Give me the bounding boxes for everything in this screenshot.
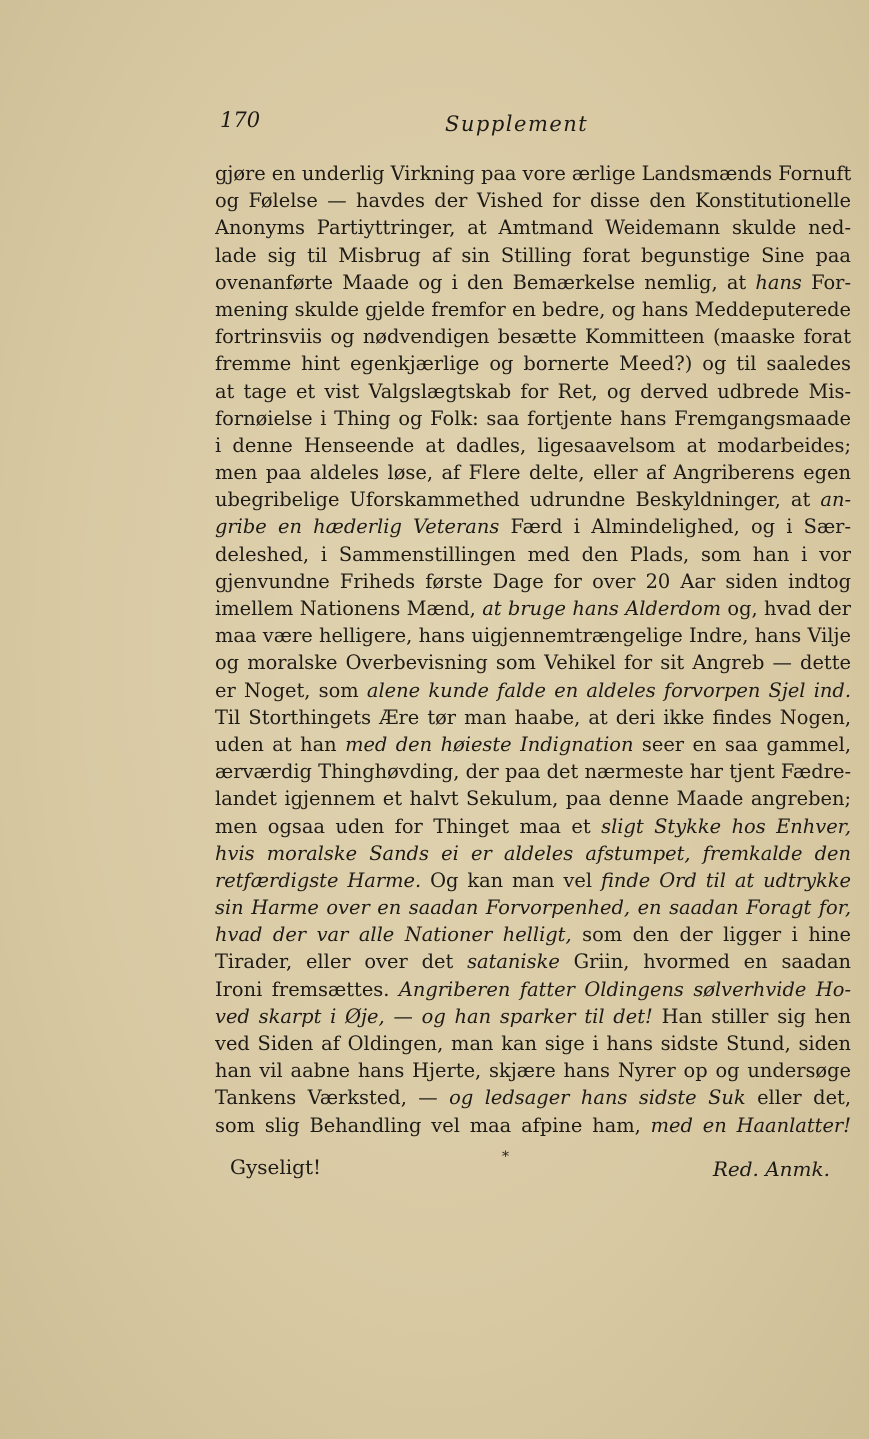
text-segment: i denne Henseende at dadles, ligesaavelsom at modarbeides; — [215, 433, 851, 457]
text-line — [215, 513, 851, 540]
text-segment: gjøre en underlig Virkning paa vore ærlige Landsmænds Fornuft — [215, 162, 851, 185]
italic-text-segment: Angriberen fatter Oldingens sølverhvide Ho- — [398, 977, 851, 1001]
text-line — [215, 813, 851, 840]
text-segment: er Noget, som — [215, 678, 367, 702]
text-line — [215, 976, 851, 1003]
text-segment: seer en saa gammel, — [633, 732, 851, 756]
text-segment: og moralske Overbevisning som Vehikel for sit Angreb — dette — [215, 651, 851, 675]
text-segment: Ironi fremsættes. — [215, 977, 399, 1001]
italic-text-segment: sin Harme over en saadan Forvorpenhed, en saadan Foragt for, — [215, 896, 851, 920]
text-line — [215, 486, 851, 513]
text-line — [215, 214, 851, 241]
text-line — [215, 649, 851, 676]
text-segment: Til Storthingets Ære tør man haabe, at deri ikke findes Nogen, — [215, 705, 851, 729]
text-line — [215, 731, 851, 758]
text-segment: ubegribelige Uforskammethed udrundne Beskyldninger, at — [215, 488, 821, 512]
text-segment: Han stiller sig hen — [652, 1004, 851, 1028]
text-segment: Anonyms Partiyttringer, at Amtmand Weidemann skulde ned- — [215, 216, 851, 240]
text-segment: fremme hint egenkjærlige og bornerte Meed?) og til saaledes — [215, 352, 851, 376]
italic-text-segment: og han sparker til det! — [421, 1004, 653, 1028]
text-segment: mening skulde gjelde fremfor en bedre, og hans Meddeputerede — [215, 297, 851, 321]
text-line — [215, 242, 851, 269]
text-line — [215, 187, 851, 214]
text-segment: som slig Behandling vel maa afpine ham, — [215, 1113, 651, 1137]
text-line — [215, 1112, 851, 1139]
text-line — [215, 785, 851, 812]
italic-text-segment: hvad der var alle Nationer helligt, — [215, 923, 572, 947]
text-segment: For- — [801, 270, 851, 294]
text-line — [215, 704, 851, 731]
text-segment: gjenvundne Friheds første Dage for over 20 Aar siden indtog — [215, 569, 851, 593]
footnote-mark: * — [502, 1149, 509, 1165]
text-line — [215, 405, 851, 432]
text-line — [215, 595, 851, 622]
text-segment: eller det, — [745, 1086, 851, 1110]
text-line — [215, 1003, 851, 1030]
text-segment: men paa aldeles løse, af Flere delte, eller af Angriberens egen — [215, 461, 851, 485]
text-segment: maa være helligere, hans uigjennemtrængelige Indre, hans Vilje — [215, 624, 851, 648]
text-line — [215, 894, 851, 921]
text-line — [215, 840, 851, 867]
italic-text-segment: an- — [820, 488, 851, 512]
text-line — [215, 1084, 851, 1111]
text-line — [215, 296, 851, 323]
text-segment: landet igjennem et halvt Sekulum, paa denne Maade angreben; — [215, 787, 851, 811]
italic-text-segment: og ledsager hans sidste Suk — [449, 1086, 746, 1110]
text-line — [215, 1057, 851, 1084]
italic-text-segment: ved skarpt i Øje, — [215, 1004, 385, 1028]
text-line — [215, 541, 851, 568]
editor-note: Red. Anmk. — [712, 1157, 830, 1181]
text-segment: ovenanførte Maade og i den Bemærkelse nemlig, at — [215, 270, 756, 294]
italic-text-segment: at bruge hans Alderdom — [482, 597, 722, 620]
text-line — [215, 323, 851, 350]
text-segment: fornøielse i Thing og Folk: saa fortjente hans Fremgangsmaade — [215, 406, 851, 430]
text-line — [215, 269, 851, 296]
text-segment: Færd i Almindelighed, og i Sær- — [499, 515, 851, 539]
text-line — [215, 677, 851, 704]
text-line — [215, 622, 851, 649]
text-segment: Tankens Værksted, — — [215, 1086, 450, 1110]
text-segment: lade sig til Misbrug af sin Stilling forat begunstige Sine paa — [215, 243, 851, 267]
text-segment: og Følelse — havdes der Vished for disse den Konstitutionelle — [215, 189, 851, 213]
text-line — [215, 948, 851, 975]
body-text — [215, 160, 851, 1139]
running-title: Supplement — [445, 112, 589, 136]
text-segment: at tage et vist Valgslægtskab for Ret, og derved udbrede Mis- — [215, 379, 851, 403]
text-line — [215, 921, 851, 948]
page-number: 170 — [220, 108, 261, 132]
text-segment: og, hvad der — [721, 597, 851, 620]
text-segment: Tirader, eller over det — [215, 950, 468, 974]
page-footer — [230, 1149, 830, 1189]
italic-text-segment: hans — [755, 270, 802, 294]
page-header — [220, 108, 860, 142]
text-segment: Griin, hvormed en saadan — [559, 950, 851, 974]
text-segment: deleshed, i Sammenstillingen med den Plads, som han i vor — [215, 542, 851, 566]
italic-text-segment: sligt Stykke hos Enhver, — [601, 814, 851, 838]
italic-text-segment: sataniske — [467, 950, 560, 974]
italic-text-segment: retfærdigste Harme. — [215, 868, 422, 892]
text-line — [215, 432, 851, 459]
text-line — [215, 350, 851, 377]
italic-text-segment: gribe en hæderlig Veterans — [215, 515, 500, 539]
italic-text-segment: alene kunde falde en aldeles forvorpen Sjel ind. — [366, 678, 851, 702]
italic-text-segment: med en Haanlatter! — [650, 1113, 851, 1137]
text-segment: Og kan man vel — [421, 868, 601, 892]
text-segment: — — [384, 1004, 422, 1028]
text-segment: han vil aabne hans Hjerte, skjære hans Nyrer op og undersøge — [215, 1059, 851, 1083]
text-segment: imellem Nationens Mænd, — [215, 597, 483, 620]
text-segment: som den der ligger i hine — [571, 923, 851, 947]
text-segment: fortrinsviis og nødvendigen besætte Kommitteen (maaske forat — [215, 325, 851, 349]
italic-text-segment: med den høieste Indignation — [345, 732, 634, 756]
text-line — [215, 758, 851, 785]
italic-text-segment: finde Ord til at udtrykke — [600, 868, 851, 892]
italic-text-segment: hvis moralske Sands ei er aldeles afstumpet, fremkalde den — [215, 841, 851, 865]
text-line — [215, 459, 851, 486]
text-segment: men ogsaa uden for Thinget maa et — [215, 814, 602, 838]
text-line — [215, 867, 851, 894]
text-line — [215, 1030, 851, 1057]
text-line — [215, 378, 851, 405]
text-line — [215, 568, 851, 595]
text-segment: ved Siden af Oldingen, man kan sige i hans sidste Stund, siden — [215, 1032, 851, 1055]
text-line — [215, 160, 851, 187]
footer-exclamation: Gyseligt! — [230, 1155, 322, 1179]
text-segment: ærværdig Thinghøvding, der paa det nærmeste har tjent Fædre- — [215, 760, 851, 784]
text-segment: uden at han — [215, 732, 346, 756]
